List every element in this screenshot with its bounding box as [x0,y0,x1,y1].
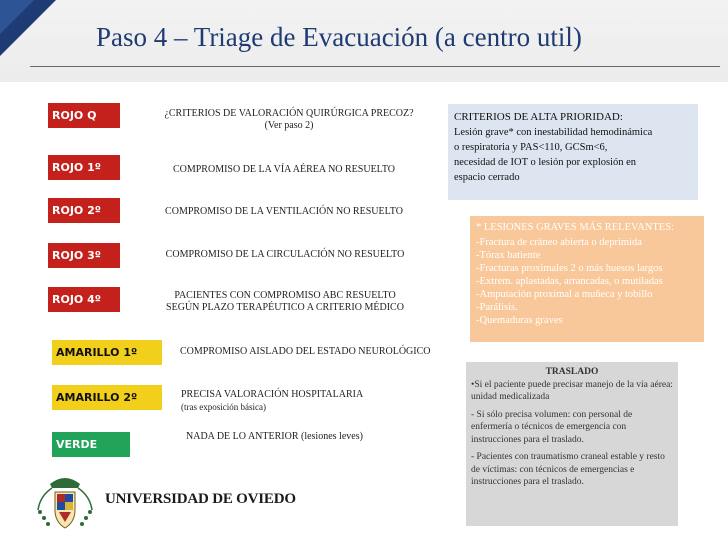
desc-amarillo-2-line2: (tras exposición básica) [181,402,266,412]
category-rojo-q: ROJO Q [48,103,120,128]
injury-item: -Fracturas proximales 2 o más huesos largos [476,263,663,274]
desc-rojo-q-line2: (Ver paso 2) [264,120,314,131]
transfer-paragraph: - Si sólo precisa volumen: con personal de enfermería o técnicos de emergencia con instrucciones para el traslado. [471,409,633,445]
injury-item: -Tórax batiente [476,250,541,261]
desc-rojo-4 [150,290,420,314]
desc-rojo-1: COMPROMISO DE LA VÍA AÉREA NO RESUELTO [172,164,396,175]
criteria-heading: CRITERIOS DE ALTA PRIORIDAD: [454,111,623,123]
desc-rojo-q [144,108,434,132]
category-rojo-1: ROJO 1º [48,155,120,180]
category-rojo-3: ROJO 3º [48,243,120,268]
desc-verde: NADA DE LO ANTERIOR (lesiones leves) [186,431,363,442]
corner-decoration-inner [0,0,34,34]
page-title: Paso 4 – Triage de Evacuación (a centro util) [96,22,582,52]
desc-rojo-4-line2: SEGÚN PLAZO TERAPÉUTICO A CRITERIO MÉDICO [166,302,404,313]
desc-rojo-3: COMPROMISO DE LA CIRCULACIÓN NO RESUELTO [165,249,405,260]
desc-amarillo-1: COMPROMISO AISLADO DEL ESTADO NEUROLÓGICO [180,346,431,357]
crest-icon [30,470,100,536]
transfer-paragraph: - Pacientes con traumatismo craneal estable y resto de víctimas: con técnicos de emergencias e instrucciones para el traslado. [471,452,665,487]
desc-rojo-q-line1: ¿CRITERIOS DE VALORACIÓN QUIRÚRGICA PRECOZ? [164,108,414,119]
category-amarillo-2: AMARILLO 2º [52,385,162,410]
category-rojo-4: ROJO 4º [48,287,120,312]
desc-rojo-2: COMPROMISO DE LA VENTILACIÓN NO RESUELTO [165,206,403,217]
criteria-line: espacio cerrado [454,172,520,183]
criteria-line: o respiratoria y PAS<110, GCSm<6, [454,142,608,153]
high-priority-criteria-box [448,104,698,200]
category-verde: VERDE [52,432,130,457]
desc-amarillo-2 [181,389,421,413]
injuries-heading: * LESIONES GRAVES MÁS RELEVANTES: [476,222,674,233]
injury-item: -Fractura de cráneo abierta o deprimida [476,237,642,248]
desc-amarillo-2-line1: PRECISA VALORACIÓN HOSPITALARIA [181,389,364,400]
criteria-line: necesidad de IOT o lesión por explosión en [454,157,637,168]
transfer-paragraph: •Si el paciente puede precisar manejo de la vía aérea: unidad medicalizada [471,379,673,402]
category-rojo-2: ROJO 2º [48,198,120,223]
severe-injuries-box [470,216,704,342]
desc-rojo-4-line1: PACIENTES CON COMPROMISO ABC RESUELTO [174,290,396,301]
transfer-box [466,362,678,526]
category-amarillo-1: AMARILLO 1º [52,340,162,365]
criteria-line: Lesión grave* con inestabilidad hemodinámica [454,127,653,138]
injury-item: -Amputación proximal a muñeca y tobillo [476,289,653,300]
injury-item: -Extrem. aplastadas, arrancadas, o mutiladas [476,276,663,287]
transfer-heading: TRASLADO [545,367,599,377]
university-crest-logo [30,470,100,536]
title-divider [30,66,720,67]
injury-item: -Parálisis. [476,302,518,313]
university-name: UNIVERSIDAD DE OVIEDO [105,491,296,507]
injury-item: -Quemaduras graves [476,315,563,326]
